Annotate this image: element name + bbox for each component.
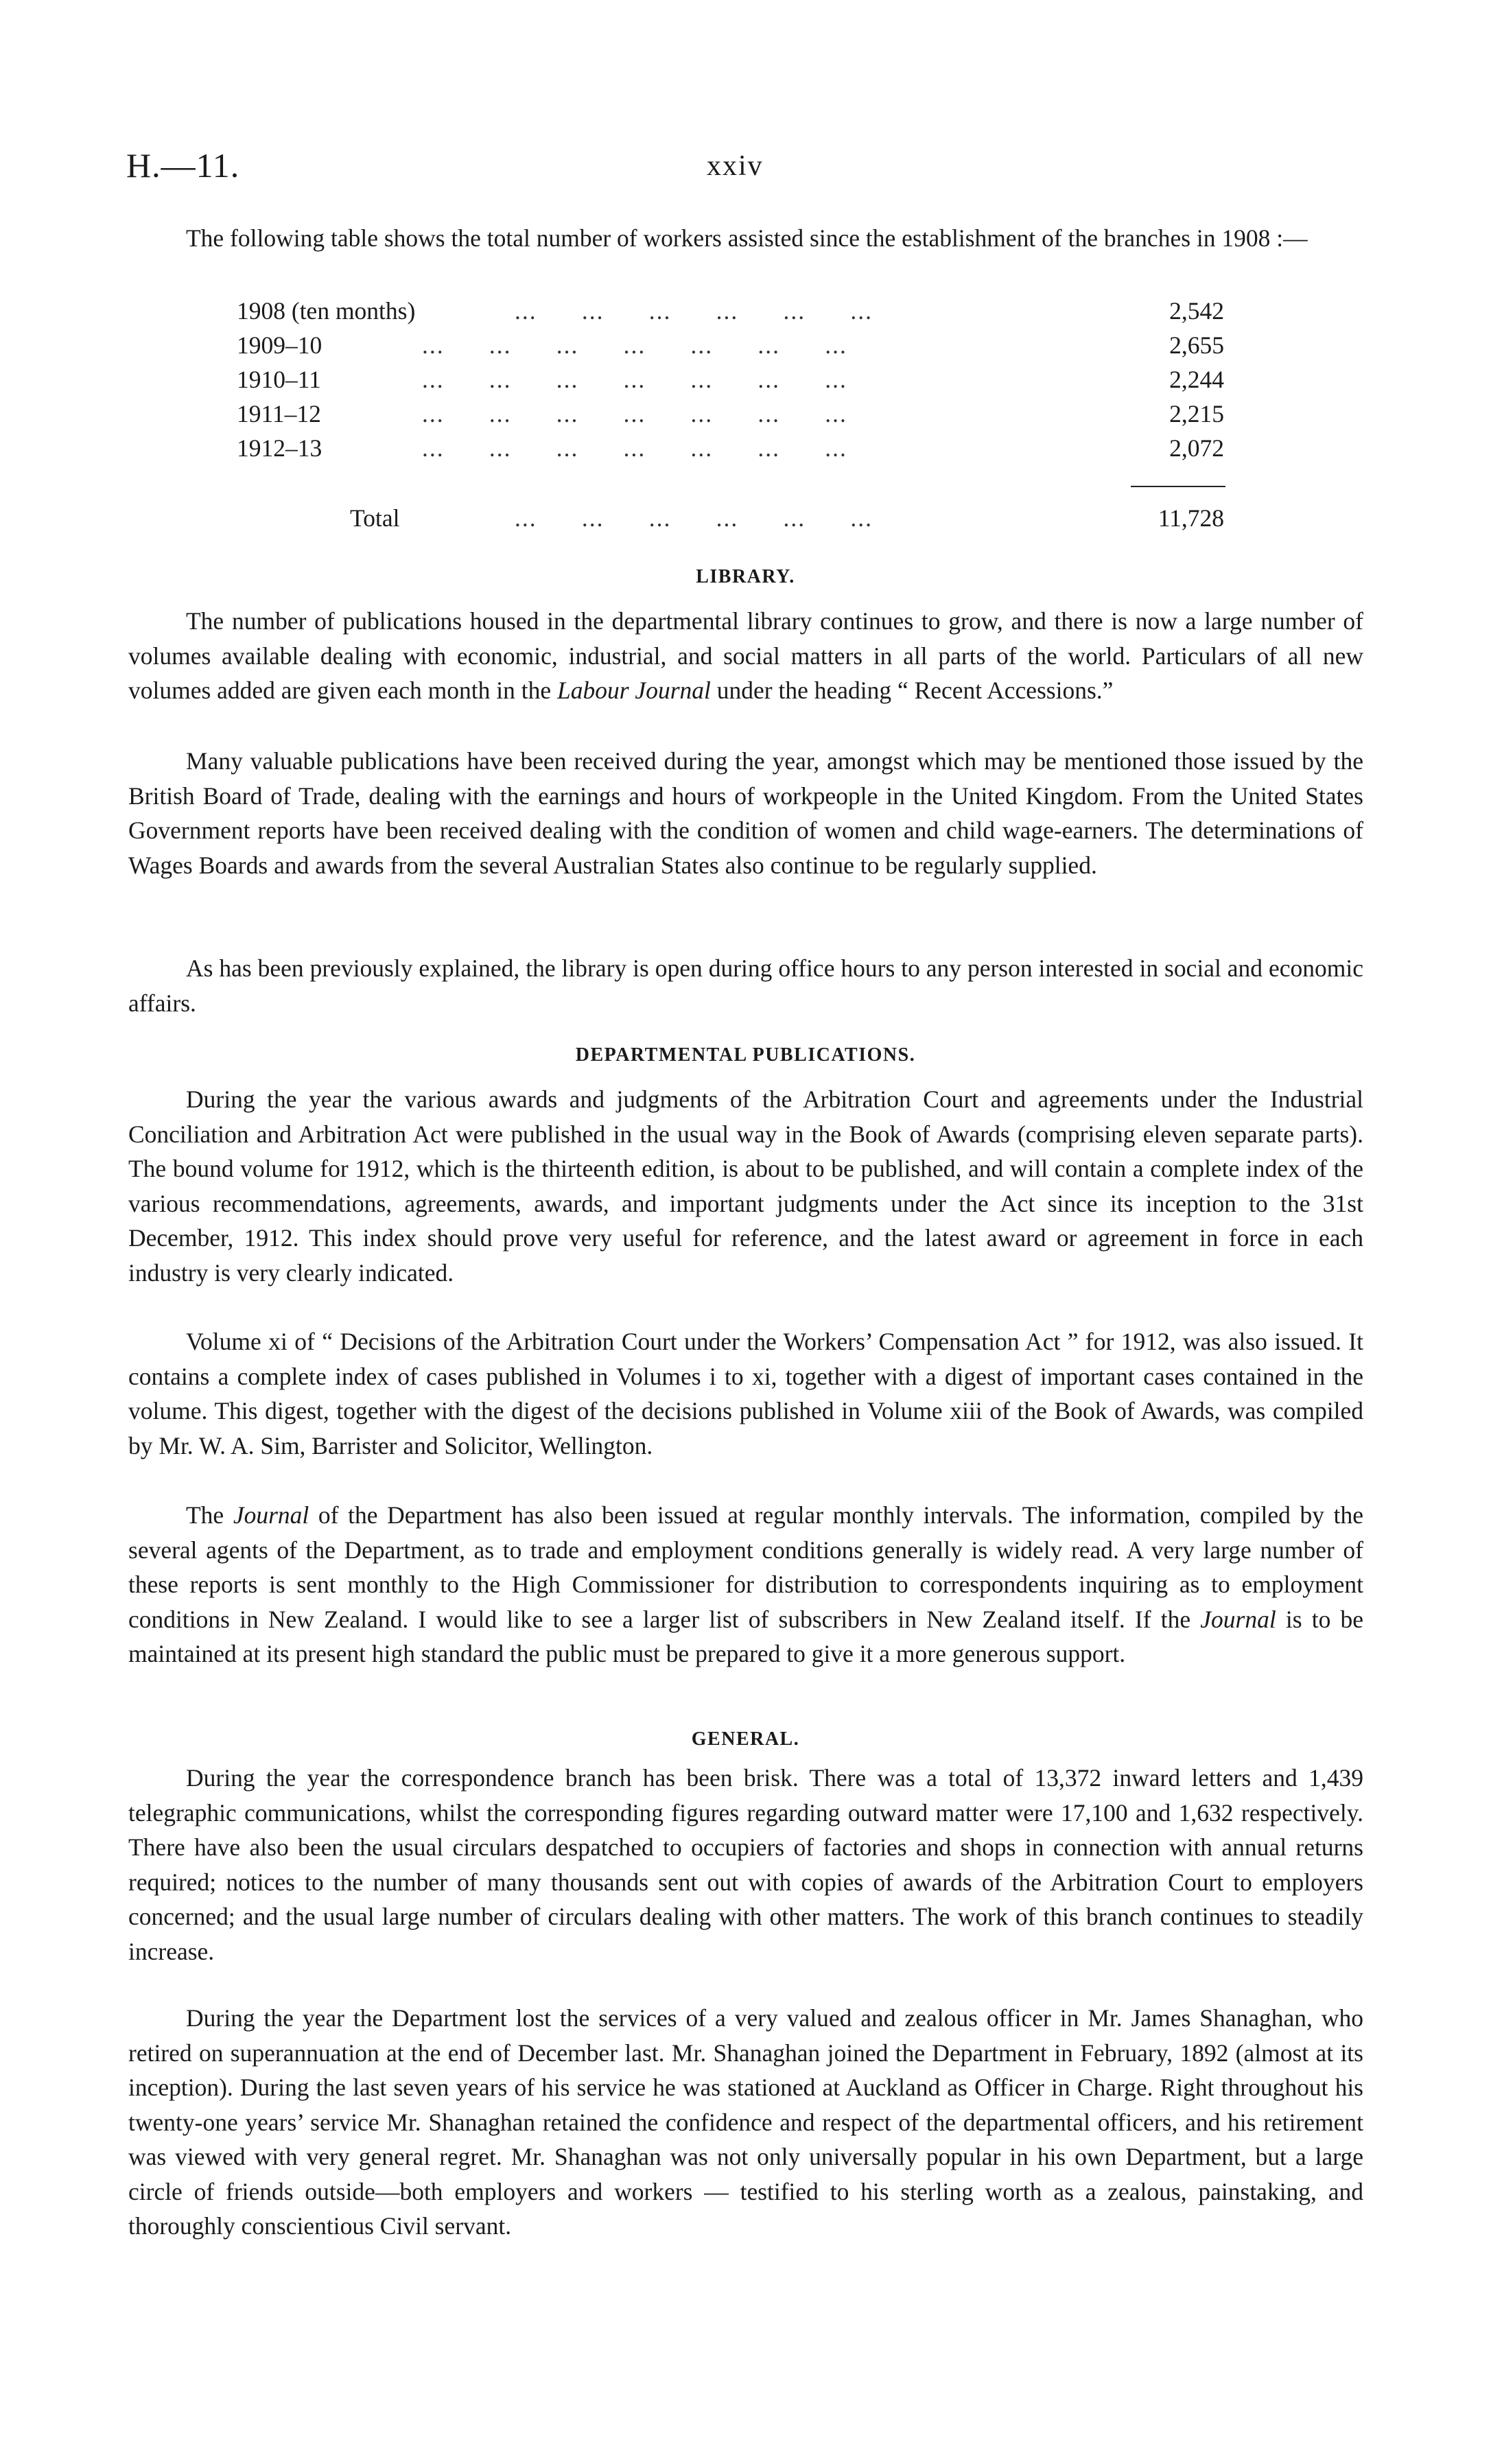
publications-heading: DEPARTMENTAL PUBLICATIONS.	[575, 1044, 916, 1066]
page-number: xxiv	[707, 150, 764, 182]
table-value: 2,542	[1169, 297, 1224, 325]
publications-paragraph-1: During the year the various awards and judgments of the Arbitration Court and agreements under the Industrial Conciliation and Arbitration Act were published in the usual way in the Book of Awards (comprising eleven separate parts). The bound volume for 1912, which is the thirteenth edition, is about to be published, and will contain a complete index of the various recommendations, agreements, awards, and important judgments under the Act since its inception to the 31st December, 1912. This index should prove very useful for reference, and the latest award or agreement in force in each industry is very clearly indicated.	[128, 1086, 1363, 1287]
table-value: 2,655	[1169, 331, 1224, 359]
library-paragraph-3: As has been previously explained, the library is open during office hours to any person interested in social and economic affairs.	[128, 954, 1363, 1017]
table-value: 2,244	[1169, 366, 1224, 393]
total-value: 11,728	[1158, 504, 1224, 532]
document-code: H.—11.	[126, 146, 240, 185]
table-year: 1910–11	[237, 366, 321, 393]
publications-paragraph-3: The Journal of the Department has also been issued at regular monthly intervals. The information, compiled by the several agents of the Department, as to trade and employment conditions generally is widely read. A very large number of these reports is sent monthly to the High Commissioner for distribution to correspondents inquiring as to employment conditions in New Zealand. I would like to see a larger list of subscribers in New Zealand itself. If the Journal is to be maintained at its present high standard the public must be prepared to give it a more generous support.	[128, 1501, 1363, 1667]
journal-title: Labour Journal	[557, 677, 711, 704]
library-heading: LIBRARY.	[696, 566, 795, 587]
leader-dots: ... ... ... ... ... ... ...	[422, 434, 847, 462]
leader-dots: ... ... ... ... ... ...	[515, 504, 873, 532]
intro-paragraph: The following table shows the total number of workers assisted since the establishment of the branches in 1908 :—	[186, 224, 1308, 252]
table-year: 1911–12	[237, 400, 321, 427]
table-year: 1912–13	[237, 434, 322, 462]
publications-paragraph-2: Volume xi of “ Decisions of the Arbitration Court under the Workers’ Compensation Act ” for 1912, was also issued. It contains a complete index of cases published in Volumes i to xi, together with a digest of important cases contained in the volume. This digest, together with the digest of the decisions published in Volume xiii of the Book of Awards, was compiled by Mr. W. A. Sim, Barrister and Solicitor, Wellington.	[128, 1328, 1363, 1459]
table-year: 1908 (ten months)	[237, 297, 416, 325]
leader-dots: ... ... ... ... ... ... ...	[422, 331, 847, 359]
table-value: 2,072	[1169, 434, 1224, 462]
library-paragraph-2: Many valuable publications have been received during the year, amongst which may be mentioned those issued by the British Board of Trade, dealing with the earnings and hours of workpeople in the United Kingdom. From the United States Government reports have been received dealing with the condition of women and child wage-earners. The determinations of Wages Boards and awards from the several Australian States also continue to be regularly supplied.	[128, 747, 1363, 879]
total-label: Total	[350, 504, 400, 532]
general-heading: GENERAL.	[691, 1728, 800, 1750]
general-paragraph-2: During the year the Department lost the services of a very valued and zealous officer in Mr. James Shanaghan, who retired on superannuation at the end of December last. Mr. Shanaghan joined the Department in February, 1892 (almost at its inception). During the last seven years of his service he was stationed at Auckland as Officer in Charge. Right throughout his twenty-one years’ service Mr. Shanaghan retained the confidence and respect of the departmental officers, and his retirement was viewed with very general regret. Mr. Shanaghan was not only universally popular in his own Department, but a large circle of friends outside—both employers and workers — testified to his sterling worth as a zealous, painstaking, and thoroughly conscientious Civil servant.	[128, 2004, 1363, 2240]
total-rule	[1131, 486, 1225, 487]
journal-title: Journal	[233, 1501, 309, 1529]
table-value: 2,215	[1169, 400, 1224, 427]
table-year: 1909–10	[237, 331, 322, 359]
leader-dots: ... ... ... ... ... ...	[515, 297, 873, 325]
journal-title: Journal	[1200, 1605, 1276, 1633]
leader-dots: ... ... ... ... ... ... ...	[422, 400, 847, 427]
general-paragraph-1: During the year the correspondence branch has been brisk. There was a total of 13,372 inward letters and 1,439 telegraphic communications, whilst the corresponding figures regarding outward matter were 17,100 and 1,632 respectively. There have also been the usual circulars despatched to occupiers of factories and shops in connection with annual returns required; notices to the number of many thousands sent out with copies of awards of the Arbitration Court to employers concerned; and the usual large number of circulars dealing with other matters. The work of this branch continues to steadily increase.	[128, 1764, 1363, 1965]
library-paragraph-1: The number of publications housed in the departmental library continues to grow, and there is now a large number of volumes available dealing with economic, industrial, and social matters in all parts of the world. Particulars of all new volumes added are given each month in the Labour Journal under the heading “ Recent Accessions.”	[128, 607, 1363, 704]
leader-dots: ... ... ... ... ... ... ...	[422, 366, 847, 393]
